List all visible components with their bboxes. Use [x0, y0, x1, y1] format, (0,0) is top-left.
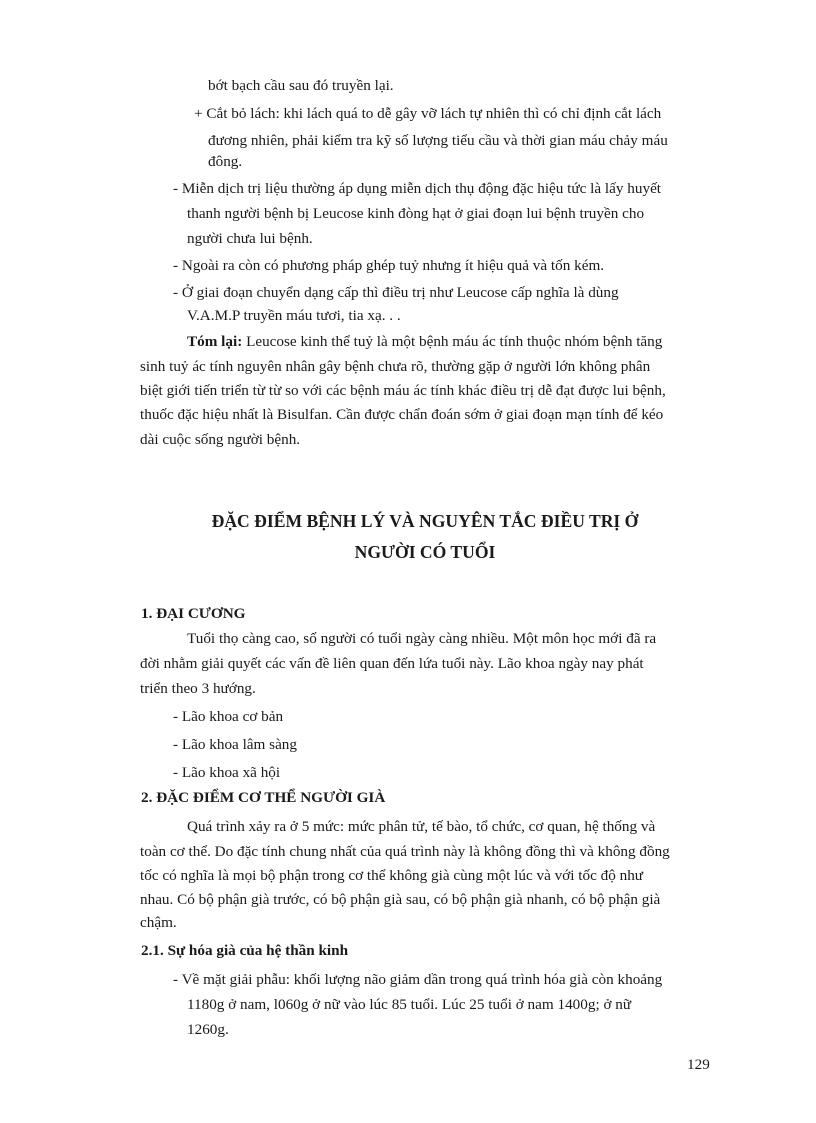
text-line: 1260g. — [187, 1021, 229, 1038]
text-line: người chưa lui bệnh. — [187, 230, 313, 247]
text-line: Quá trình xảy ra ở 5 mức: mức phân tử, tế bào, tổ chức, cơ quan, hệ thống và — [187, 818, 656, 835]
text-line: thanh người bệnh bị Leucose kinh đòng hạt ở giai đoạn lui bệnh truyền cho — [187, 205, 645, 222]
text-line: V.A.M.P truyền máu tươi, tia xạ. . . — [187, 307, 401, 324]
text-line: 1180g ở nam, l060g ở nữ vào lúc 85 tuổi. Lúc 25 tuổi ở nam 1400g; ở nữ — [187, 996, 632, 1013]
text-line: - Ngoài ra còn có phương pháp ghép tuỷ nhưng ít hiệu quả và tốn kém. — [173, 257, 605, 274]
list-item: - Lão khoa cơ bản — [173, 708, 284, 725]
section-heading: 2. ĐẶC ĐIỂM CƠ THỂ NGƯỜI GIÀ — [141, 789, 386, 806]
text-line: sinh tuỷ ác tính nguyên nhân gây bệnh chưa rõ, thường gặp ở người lớn không phân — [140, 358, 651, 375]
chapter-title-line-1: ĐẶC ĐIỂM BỆNH LÝ VÀ NGUYÊN TẮC ĐIỀU TRỊ Ở — [211, 511, 639, 531]
text-line: chậm. — [140, 914, 177, 931]
text-line: - Về mặt giải phẫu: khối lượng não giảm dần trong quá trình hóa già còn khoảng — [173, 971, 663, 988]
text-line: nhau. Có bộ phận già trước, có bộ phận già sau, có bộ phận già nhanh, có bộ phận già — [140, 891, 661, 908]
text-line: đông. — [208, 153, 243, 170]
summary-line: Tóm lại: Leucose kinh thể tuỷ là một bệnh máu ác tính thuộc nhóm bệnh tăng — [187, 333, 663, 350]
text-line: Tuổi thọ càng cao, số người có tuổi ngày càng nhiều. Một môn học mới đã ra — [187, 630, 657, 647]
text-line: - Ở giai đoạn chuyển dạng cấp thì điều trị như Leucose cấp nghĩa là dùng — [173, 284, 619, 301]
text-line: đời nhằm giải quyết các vấn đề liên quan đến lứa tuổi này. Lão khoa ngày nay phát — [140, 655, 644, 672]
text-line: bớt bạch cầu sau đó truyền lại. — [208, 77, 394, 94]
text-line: thuốc đặc hiệu nhất là Bisulfan. Cần được chẩn đoán sớm ở giai đoạn mạn tính để kéo — [140, 406, 664, 423]
text-line: dài cuộc sống người bệnh. — [140, 431, 301, 448]
text-line: toàn cơ thể. Do đặc tính chung nhất của quá trình này là không đồng thì và không đồng — [140, 843, 670, 860]
text-line: đương nhiên, phải kiểm tra kỹ số lượng tiểu cầu và thời gian máu chảy máu — [208, 132, 668, 149]
summary-label: Tóm lại: — [187, 333, 243, 350]
list-item: - Lão khoa lâm sàng — [173, 736, 297, 753]
text-line: triển theo 3 hướng. — [140, 680, 256, 697]
page-number: 129 — [687, 1056, 710, 1073]
text-line: tốc có nghĩa là mọi bộ phận trong cơ thể không già cùng một lúc và với tốc độ như — [140, 867, 644, 884]
text-line: - Miễn dịch trị liệu thường áp dụng miễn dịch thụ động đặc hiệu tức là lấy huyết — [173, 180, 662, 197]
subsection-heading: 2.1. Sự hóa già của hệ thần kinh — [141, 942, 349, 959]
text-line: biệt giới tiến triển từ từ so với các bệnh máu ác tính khác điều trị dễ đạt được lui bệnh, — [140, 382, 666, 399]
text-line: + Cắt bỏ lách: khi lách quá to dễ gây vỡ lách tự nhiên thì có chỉ định cắt lách — [194, 105, 662, 122]
chapter-title-line-2: NGƯỜI CÓ TUỔI — [354, 542, 496, 562]
list-item: - Lão khoa xã hội — [173, 764, 281, 781]
section-heading: 1. ĐẠI CƯƠNG — [141, 605, 246, 622]
